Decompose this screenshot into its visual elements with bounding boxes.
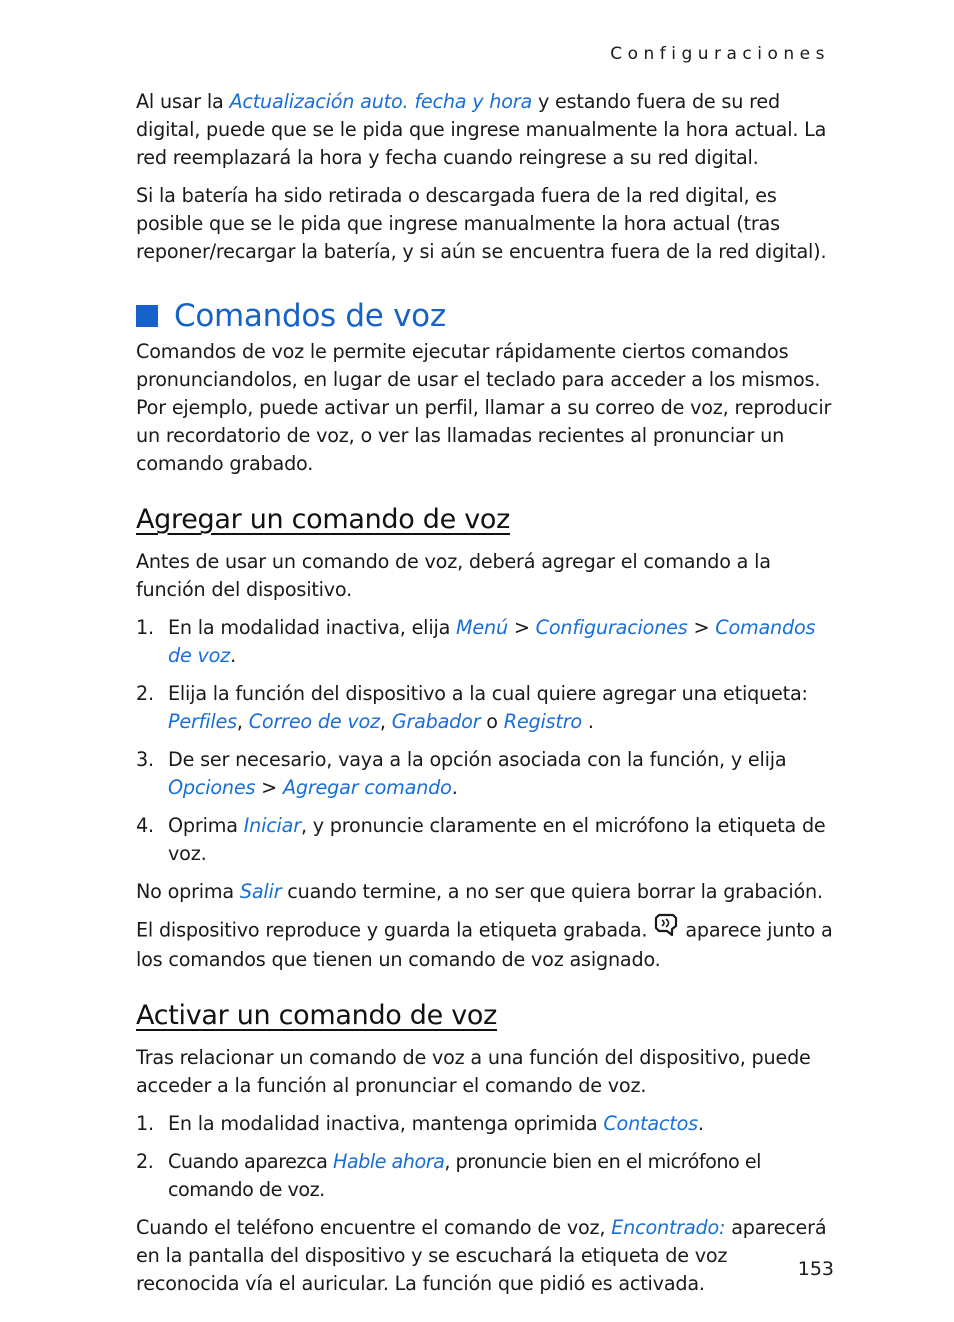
text: El dispositivo reproduce y guarda la etiqueta grabada. xyxy=(136,918,648,942)
separator: > xyxy=(507,616,536,639)
menu-ref: Grabador xyxy=(391,710,481,733)
menu-ref: Comandos de voz xyxy=(168,616,816,667)
step-number: 3. xyxy=(136,748,154,771)
menu-ref: Registro xyxy=(503,710,582,733)
list-item xyxy=(136,680,836,736)
list-item xyxy=(136,614,836,670)
step-number: 1. xyxy=(136,616,154,639)
text: Cuando el teléfono encuentre el comando de voz, xyxy=(136,1216,612,1239)
text: y estando fuera de su red digital, puede que se le pida que ingrese manualmente la hora actual. La red reemplazará la hora y fecha cuando reingrese a su red digital. xyxy=(136,90,827,169)
add-intro: Antes de usar un comando de voz, deberá agregar el comando a la función del dispositivo. xyxy=(136,550,771,601)
menu-ref: Iniciar xyxy=(243,814,301,837)
text: En la modalidad inactiva, elija xyxy=(168,616,457,639)
menu-ref: Hable ahora xyxy=(332,1150,445,1173)
list-item xyxy=(136,812,836,868)
text: En la modalidad inactiva, mantenga oprimida xyxy=(168,1112,604,1135)
step-number: 1. xyxy=(136,1112,154,1135)
menu-ref: Configuraciones xyxy=(535,616,688,639)
separator: o xyxy=(480,710,504,733)
text: . xyxy=(230,644,236,667)
intro-paragraph-2: Si la batería ha sido retirada o descargada fuera de la red digital, es posible que se le pida que ingrese manualmente la hora actual (tras reponer/recargar la batería, y si aún se encuentra fuera de la red digital). xyxy=(136,184,827,263)
intro-paragraph-1 xyxy=(136,88,836,172)
activate-outro xyxy=(136,1214,836,1298)
menu-ref: Contactos xyxy=(603,1112,698,1135)
text: Elija la función del dispositivo a la cual quiere agregar una etiqueta: xyxy=(168,682,808,705)
text: De ser necesario, vaya a la opción asociada con la función, y elija xyxy=(168,748,787,771)
menu-ref: Perfiles xyxy=(168,710,237,733)
add-steps xyxy=(136,614,836,868)
separator: > xyxy=(255,776,283,799)
list-item xyxy=(136,1148,836,1204)
subheading-add: Agregar un comando de voz xyxy=(136,504,510,535)
text: Cuando aparezca xyxy=(168,1150,333,1173)
text: aparece junto a los comandos que tienen un comando de voz asignado. xyxy=(136,918,833,971)
text: aparecerá en la pantalla del dispositivo y se escuchará la etiqueta de voz reconocida vía el auricular. La función que pidió es activada. xyxy=(136,1216,827,1295)
text: Oprima xyxy=(168,814,244,837)
step-number: 2. xyxy=(136,1150,154,1173)
section-body: Comandos de voz le permite ejecutar rápidamente ciertos comandos pronunciandolos, en lugar de usar el teclado para acceder a los mismos. Por ejemplo, puede activar un perfil, llamar a su correo de voz, reproducir un recordatorio de voz, o ver las llamadas recientes al pronunciar un comando grabado. xyxy=(136,340,832,475)
step-number: 4. xyxy=(136,814,154,837)
text: . xyxy=(581,710,594,733)
text: . xyxy=(451,776,458,799)
text: No oprima xyxy=(136,880,240,903)
menu-ref: Correo de voz xyxy=(248,710,380,733)
text: . xyxy=(697,1112,704,1135)
activate-steps xyxy=(136,1110,836,1204)
list-item xyxy=(136,1110,836,1138)
menu-ref-auto-update: Actualización auto. fecha y hora xyxy=(229,90,533,113)
menu-ref: Menú xyxy=(456,616,508,639)
menu-ref: Opciones xyxy=(168,776,256,799)
separator: > xyxy=(687,616,716,639)
text: Al usar la xyxy=(136,90,230,113)
section-heading xyxy=(136,294,836,338)
menu-ref: Salir xyxy=(239,880,282,903)
activate-intro: Tras relacionar un comando de voz a una función del dispositivo, puede acceder a la función al pronunciar el comando de voz. xyxy=(136,1046,811,1097)
menu-ref: Encontrado: xyxy=(611,1216,726,1239)
text: , y pronuncie claramente en el micrófono la etiqueta de voz. xyxy=(168,814,826,865)
text: cuando termine, a no ser que quiera borrar la grabación. xyxy=(281,880,823,903)
menu-ref: Agregar comando xyxy=(282,776,452,799)
add-note xyxy=(136,878,836,906)
separator: , xyxy=(236,710,249,733)
page-number: 153 xyxy=(797,1258,834,1280)
running-header: Configuraciones xyxy=(610,44,830,64)
voice-tag-icon xyxy=(653,912,679,946)
separator: , xyxy=(379,710,392,733)
page-content xyxy=(136,88,836,1298)
subheading-activate: Activar un comando de voz xyxy=(136,1000,498,1031)
list-item xyxy=(136,746,836,802)
add-playback xyxy=(136,916,836,974)
heading-square-bullet xyxy=(136,305,158,327)
text: , pronuncie bien en el micrófono el comando de voz. xyxy=(168,1150,761,1201)
section-title: Comandos de voz xyxy=(174,298,446,334)
step-number: 2. xyxy=(136,682,154,705)
